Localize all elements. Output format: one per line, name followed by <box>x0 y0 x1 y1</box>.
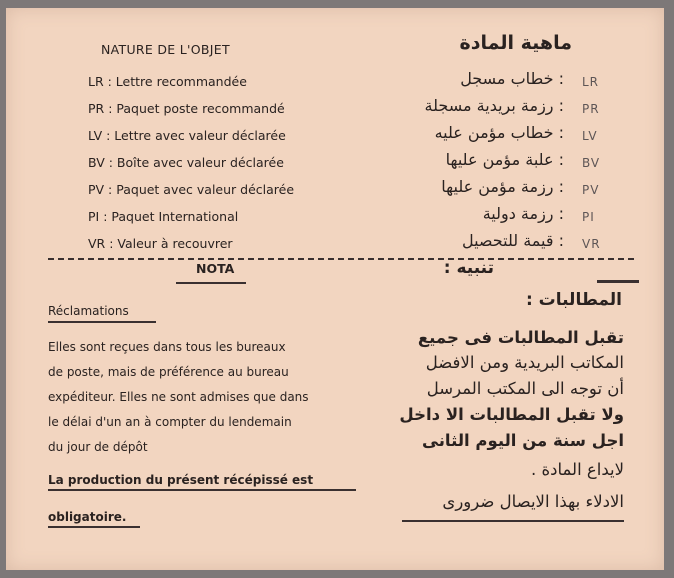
fr-nota-line: le délai d'un an à compter du lendemain <box>48 415 292 429</box>
item-code-pv: PV <box>582 183 600 197</box>
ar-nota-line: أن توجه الى المكتب المرسل <box>426 379 624 398</box>
item-ar-pr: : رزمة بريدية مسجلة <box>424 96 564 115</box>
item-code-pr: PR <box>582 102 600 116</box>
ar-nota-line: تقبل المطالبات فى جميع <box>417 328 624 347</box>
postal-receipt-card <box>6 8 664 570</box>
item-fr-lv: LV : Lettre avec valeur déclarée <box>88 128 286 143</box>
ar-nota-line: ولا تقبل المطالبات الا داخل <box>399 405 624 424</box>
fr-nota-line: obligatoire. <box>48 510 127 524</box>
item-fr-vr: VR : Valeur à recouvrer <box>88 236 233 251</box>
item-fr-pr: PR : Paquet poste recommandé <box>88 101 285 116</box>
ar-nota-line: لايداع المادة . <box>531 460 624 479</box>
ar-nota-underline-right <box>597 280 639 283</box>
ar-title: ماهية المادة <box>459 32 572 54</box>
reclamations-underline <box>48 321 156 323</box>
item-ar-vr: : قيمة للتحصيل <box>461 231 564 250</box>
item-code-pi: PI <box>582 210 595 224</box>
fr-nota-line: expéditeur. Elles ne sont admises que dans <box>48 390 309 404</box>
nota-title: NOTA <box>196 261 235 276</box>
fr-nota-line: du jour de dépôt <box>48 440 148 454</box>
ar-nota-title: تنبيه : <box>443 258 494 278</box>
fr-nota-line: Elles sont reçues dans tous les bureaux <box>48 340 286 354</box>
item-code-bv: BV <box>582 156 601 170</box>
item-fr-lr: LR : Lettre recommandée <box>88 74 247 89</box>
ar-nota-line: اجل سنة من اليوم الثانى <box>422 431 624 450</box>
item-ar-pi: : رزمة دولية <box>482 204 564 223</box>
fr-obligatoire-underline <box>48 526 140 528</box>
item-fr-pv: PV : Paquet avec valeur déclarée <box>88 182 295 197</box>
item-ar-pv: : رزمة مؤمن عليها <box>441 177 564 196</box>
fr-title: NATURE DE L'OBJET <box>101 42 230 57</box>
nota-underline <box>176 282 246 284</box>
fr-nota-line: La production du présent récépissé est <box>48 473 314 487</box>
item-code-vr: VR <box>582 237 601 251</box>
item-fr-pi: PI : Paquet International <box>88 209 239 224</box>
reclamations-subtitle: Réclamations <box>48 304 129 318</box>
item-code-lv: LV <box>582 129 598 143</box>
ar-nota-line: المكاتب البريدية ومن الافضل <box>425 353 624 372</box>
fr-nota-line: de poste, mais de préférence au bureau <box>48 365 289 379</box>
fr-production-underline <box>48 489 356 491</box>
item-ar-bv: : علبة مؤمن عليها <box>445 150 564 169</box>
ar-last-line-underline <box>402 520 624 522</box>
item-ar-lv: : خطاب مؤمن عليه <box>434 123 564 142</box>
item-ar-lr: : خطاب مسجل <box>460 69 564 88</box>
ar-nota-line: الادلاء بهذا الايصال ضرورى <box>442 492 624 511</box>
ar-reclamations-subtitle: المطالبات : <box>525 290 622 310</box>
item-fr-bv: BV : Boîte avec valeur déclarée <box>88 155 284 170</box>
section-divider <box>48 258 634 260</box>
item-code-lr: LR <box>582 75 600 89</box>
